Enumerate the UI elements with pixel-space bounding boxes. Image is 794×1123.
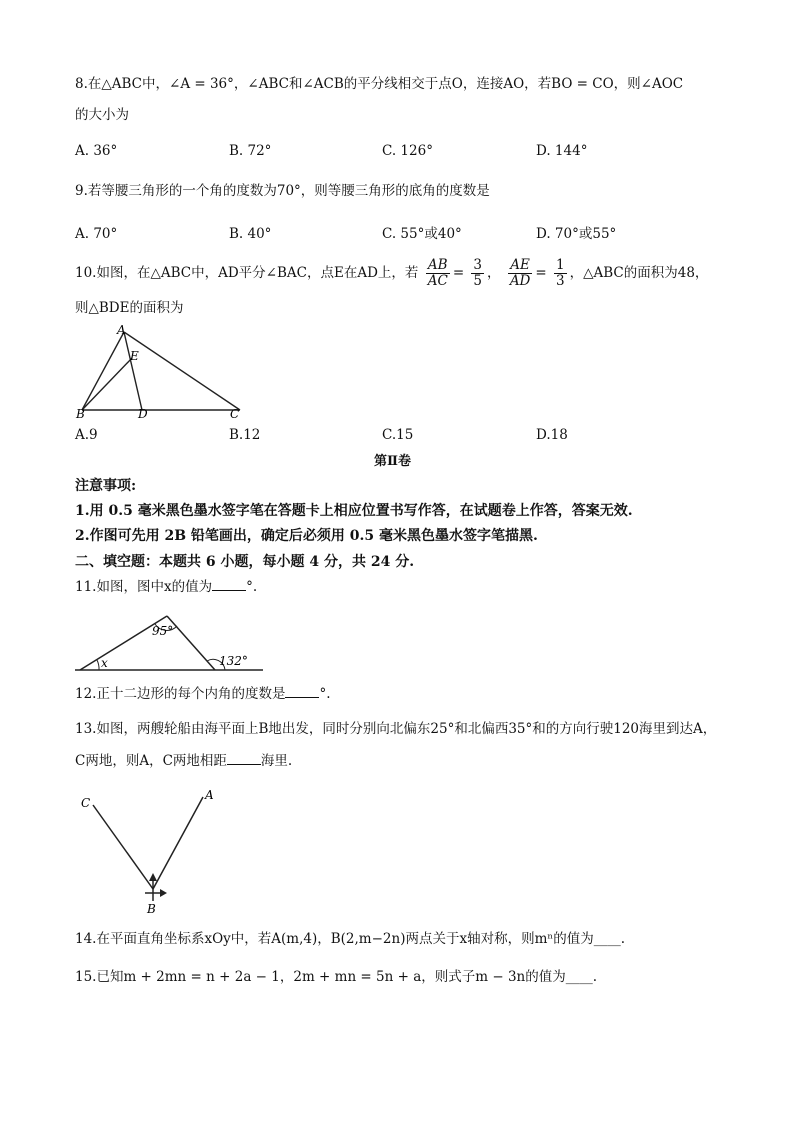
q13-north-arrow-icon xyxy=(149,873,157,881)
q10-frac2b-den: 3 xyxy=(556,273,565,289)
q11-angle-figure xyxy=(75,610,275,680)
section-title: 第Ⅱ卷 xyxy=(374,454,411,469)
q8-stem-line2: 的大小为 xyxy=(75,107,129,123)
q13-stem-line2 xyxy=(75,752,292,770)
q15-stem: 15.已知m + 2mn = n + 2a − 1，2m + mn = 5n + a，则式子m − 3n的值为____. xyxy=(75,969,598,985)
q13-answer-blank xyxy=(227,752,261,765)
q8-stem-line1: 8.在△ABC中，∠A = 36°，∠ABC和∠ACB的平分线相交于点O，连接AO，若BO = CO，则∠AOC xyxy=(75,76,684,92)
q11-stem-pre: 11.如图，图中x的值为 xyxy=(75,579,213,595)
q10-frac2-den: AD xyxy=(509,273,531,289)
q11-stem-post: °. xyxy=(246,579,258,595)
q8-option-b: B. 72° xyxy=(229,143,272,159)
q10-frac2-num: AE xyxy=(508,258,533,274)
q13-stem-2-pre: C两地，则A，C两地相距 xyxy=(75,753,227,769)
q10-stem-a: 10.如图，在△ABC中，AD平分∠BAC，点E在AD上，若 xyxy=(75,265,419,281)
q10-label-d: D xyxy=(138,407,148,421)
q10-option-a: A.9 xyxy=(75,427,98,443)
part2-heading: 二、填空题：本题共 6 小题，每小题 4 分，共 24 分. xyxy=(75,554,415,570)
q13-label-b: B xyxy=(147,902,156,916)
q10-label-a: A xyxy=(117,323,126,337)
q10-label-c: C xyxy=(230,407,240,421)
q13-stem-2-post: 海里. xyxy=(260,753,293,769)
q13-label-c: C xyxy=(81,796,91,810)
q9-option-a: A. 70° xyxy=(75,226,118,242)
q10-eq1: = xyxy=(452,265,469,281)
q12-answer-blank xyxy=(285,685,319,698)
q8-option-c: C. 126° xyxy=(382,143,433,159)
q11-answer-blank xyxy=(212,578,246,591)
q10-frac1-den: AC xyxy=(427,273,448,289)
q10-fraction-ae-ad xyxy=(508,258,533,289)
q12-stem xyxy=(75,685,331,703)
q10-fraction-ab-ac xyxy=(426,258,450,289)
q12-stem-pre: 12.正十二边形的每个内角的度数是 xyxy=(75,686,286,702)
q10-option-d: D.18 xyxy=(536,427,568,443)
q11-label-95: 95° xyxy=(152,624,174,638)
q10-eq2: = xyxy=(535,265,551,281)
q10-sep: ， xyxy=(487,265,501,281)
note-2: 2.作图可先用 2B 铅笔画出，确定后必须用 0.5 毫米黑色墨水签字笔描黑. xyxy=(75,528,538,544)
q8-option-a: A. 36° xyxy=(75,143,118,159)
q11-stem xyxy=(75,578,257,596)
q9-stem: 9.若等腰三角形的一个角的度数为70°，则等腰三角形的底角的度数是 xyxy=(75,183,490,199)
q10-frac2b-num: 1 xyxy=(556,257,565,273)
q10-fraction-1-3 xyxy=(554,258,567,289)
q10-stem-line2: 则△BDE的面积为 xyxy=(75,300,184,316)
q9-option-d: D. 70°或55° xyxy=(536,226,617,242)
q10-frac1b-num: 3 xyxy=(473,257,483,273)
notes-heading: 注意事项: xyxy=(75,478,137,494)
q10-option-c: C.15 xyxy=(382,427,414,443)
q14-stem: 14.在平面直角坐标系xOy中，若A(m,4)，B(2,m−2n)两点关于x轴对称，则mⁿ的值为____. xyxy=(75,931,626,947)
q9-option-b: B. 40° xyxy=(229,226,272,242)
q12-stem-post: °. xyxy=(319,686,331,702)
q13-label-a: A xyxy=(205,788,214,802)
q8-option-d: D. 144° xyxy=(536,143,588,159)
q10-frac1-num: AB xyxy=(426,258,450,274)
q10-label-b: B xyxy=(76,407,85,421)
q11-label-x: x xyxy=(101,656,108,670)
q13-stem-line1: 13.如图，两艘轮船由海平面上B地出发，同时分别向北偏东25°和北偏西35°和的方向行驶120海里到达A， xyxy=(75,721,717,737)
q10-stem-line1 xyxy=(75,254,708,292)
q10-triangle-figure xyxy=(70,320,270,420)
q10-stem-b: ，△ABC的面积为48， xyxy=(569,265,709,281)
q10-frac1b-den: 5 xyxy=(473,273,483,289)
q9-option-c: C. 55°或40° xyxy=(382,226,462,242)
q13-ships-figure xyxy=(75,785,235,915)
q10-label-e: E xyxy=(130,349,139,363)
q13-east-arrow-icon xyxy=(160,889,167,897)
note-1: 1.用 0.5 毫米黑色墨水签字笔在答题卡上相应位置书写作答，在试题卷上作答，答案无效. xyxy=(75,503,633,519)
q11-label-132: 132° xyxy=(219,654,248,668)
q10-option-b: B.12 xyxy=(229,427,261,443)
q10-fraction-3-5 xyxy=(471,258,484,289)
